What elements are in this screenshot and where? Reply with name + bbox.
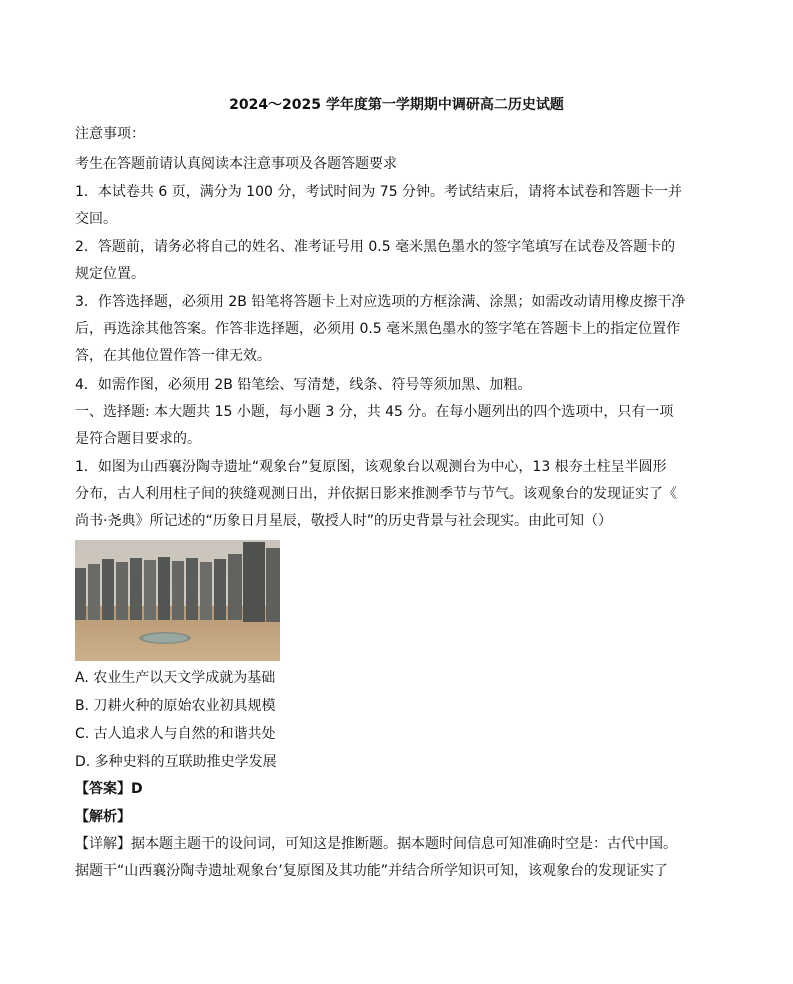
note-3-line-1: 3．作答选择题，必须用 2B 铅笔将答题卡上对应选项的方框涂满、涂黑；如需改动请用橡皮擦干净 <box>75 294 686 310</box>
note-2-line-1: 2．答题前，请务必将自己的姓名、准考证号用 0.5 毫米黑色墨水的签字笔填写在试卷及答题卡的 <box>75 239 676 255</box>
section-header-line-1: 一、选择题: 本大题共 15 小题，每小题 3 分，共 45 分。在每小题列出的四个选项中，只有一项 <box>75 404 674 420</box>
answer-label: 【答案】D <box>75 781 143 797</box>
notice-intro: 考生在答题前请认真阅读本注意事项及各题答题要求 <box>75 156 397 172</box>
observatory-photo <box>75 540 280 661</box>
option-b: B. 刀耕火种的原始农业初具规模 <box>75 698 276 714</box>
note-1-line-1: 1．本试卷共 6 页，满分为 100 分，考试时间为 75 分钟。考试结束后，请将本试卷和答题卡一并 <box>75 184 683 200</box>
option-d: D. 多种史料的互联助推史学发展 <box>75 754 277 770</box>
note-4-line-1: 4．如需作图，必须用 2B 铅笔绘、写清楚，线条、符号等须加黑、加粗。 <box>75 377 532 393</box>
section-header-line-2: 是符合题目要求的。 <box>75 431 201 447</box>
note-3-line-3: 答，在其他位置作答一律无效。 <box>75 348 271 364</box>
note-1-line-2: 交回。 <box>75 211 117 227</box>
note-3-line-2: 后，再选涂其他答案。作答非选择题，必须用 0.5 毫米黑色墨水的签字笔在答题卡上的指定位置作 <box>75 321 681 337</box>
detail-line-2: 据题干“山西襄汾陶寺遗址观象台’复原图及其功能”并结合所学知识可知，该观象台的发现证实了 <box>75 863 668 879</box>
option-c: C. 古人追求人与自然的和谐共处 <box>75 726 276 742</box>
note-2-line-2: 规定位置。 <box>75 266 145 282</box>
question-1-line-1: 1．如图为山西襄汾陶寺遗址“观象台”复原图，该观象台以观测台为中心，13 根夯土柱呈半圆形 <box>75 459 667 475</box>
exam-title: 2024～2025 学年度第一学期期中调研高二历史试题 <box>229 97 564 113</box>
analysis-label: 【解析】 <box>75 809 131 825</box>
question-1-line-2: 分布，古人利用柱子间的狭缝观测日出，并依据日影来推测季节与节气。该观象台的发现证实了《 <box>75 486 677 502</box>
question-1-line-3: 尚书·尧典》所记述的“历象日月星辰，敬授人时”的历史背景与社会现实。由此可知（） <box>75 513 612 529</box>
notice-heading: 注意事项： <box>75 126 145 142</box>
detail-line-1: 【详解】据本题主题干的设问词，可知这是推断题。据本题时间信息可知准确时空是：古代中国。 <box>75 836 677 852</box>
option-a: A. 农业生产以天文学成就为基础 <box>75 670 276 686</box>
